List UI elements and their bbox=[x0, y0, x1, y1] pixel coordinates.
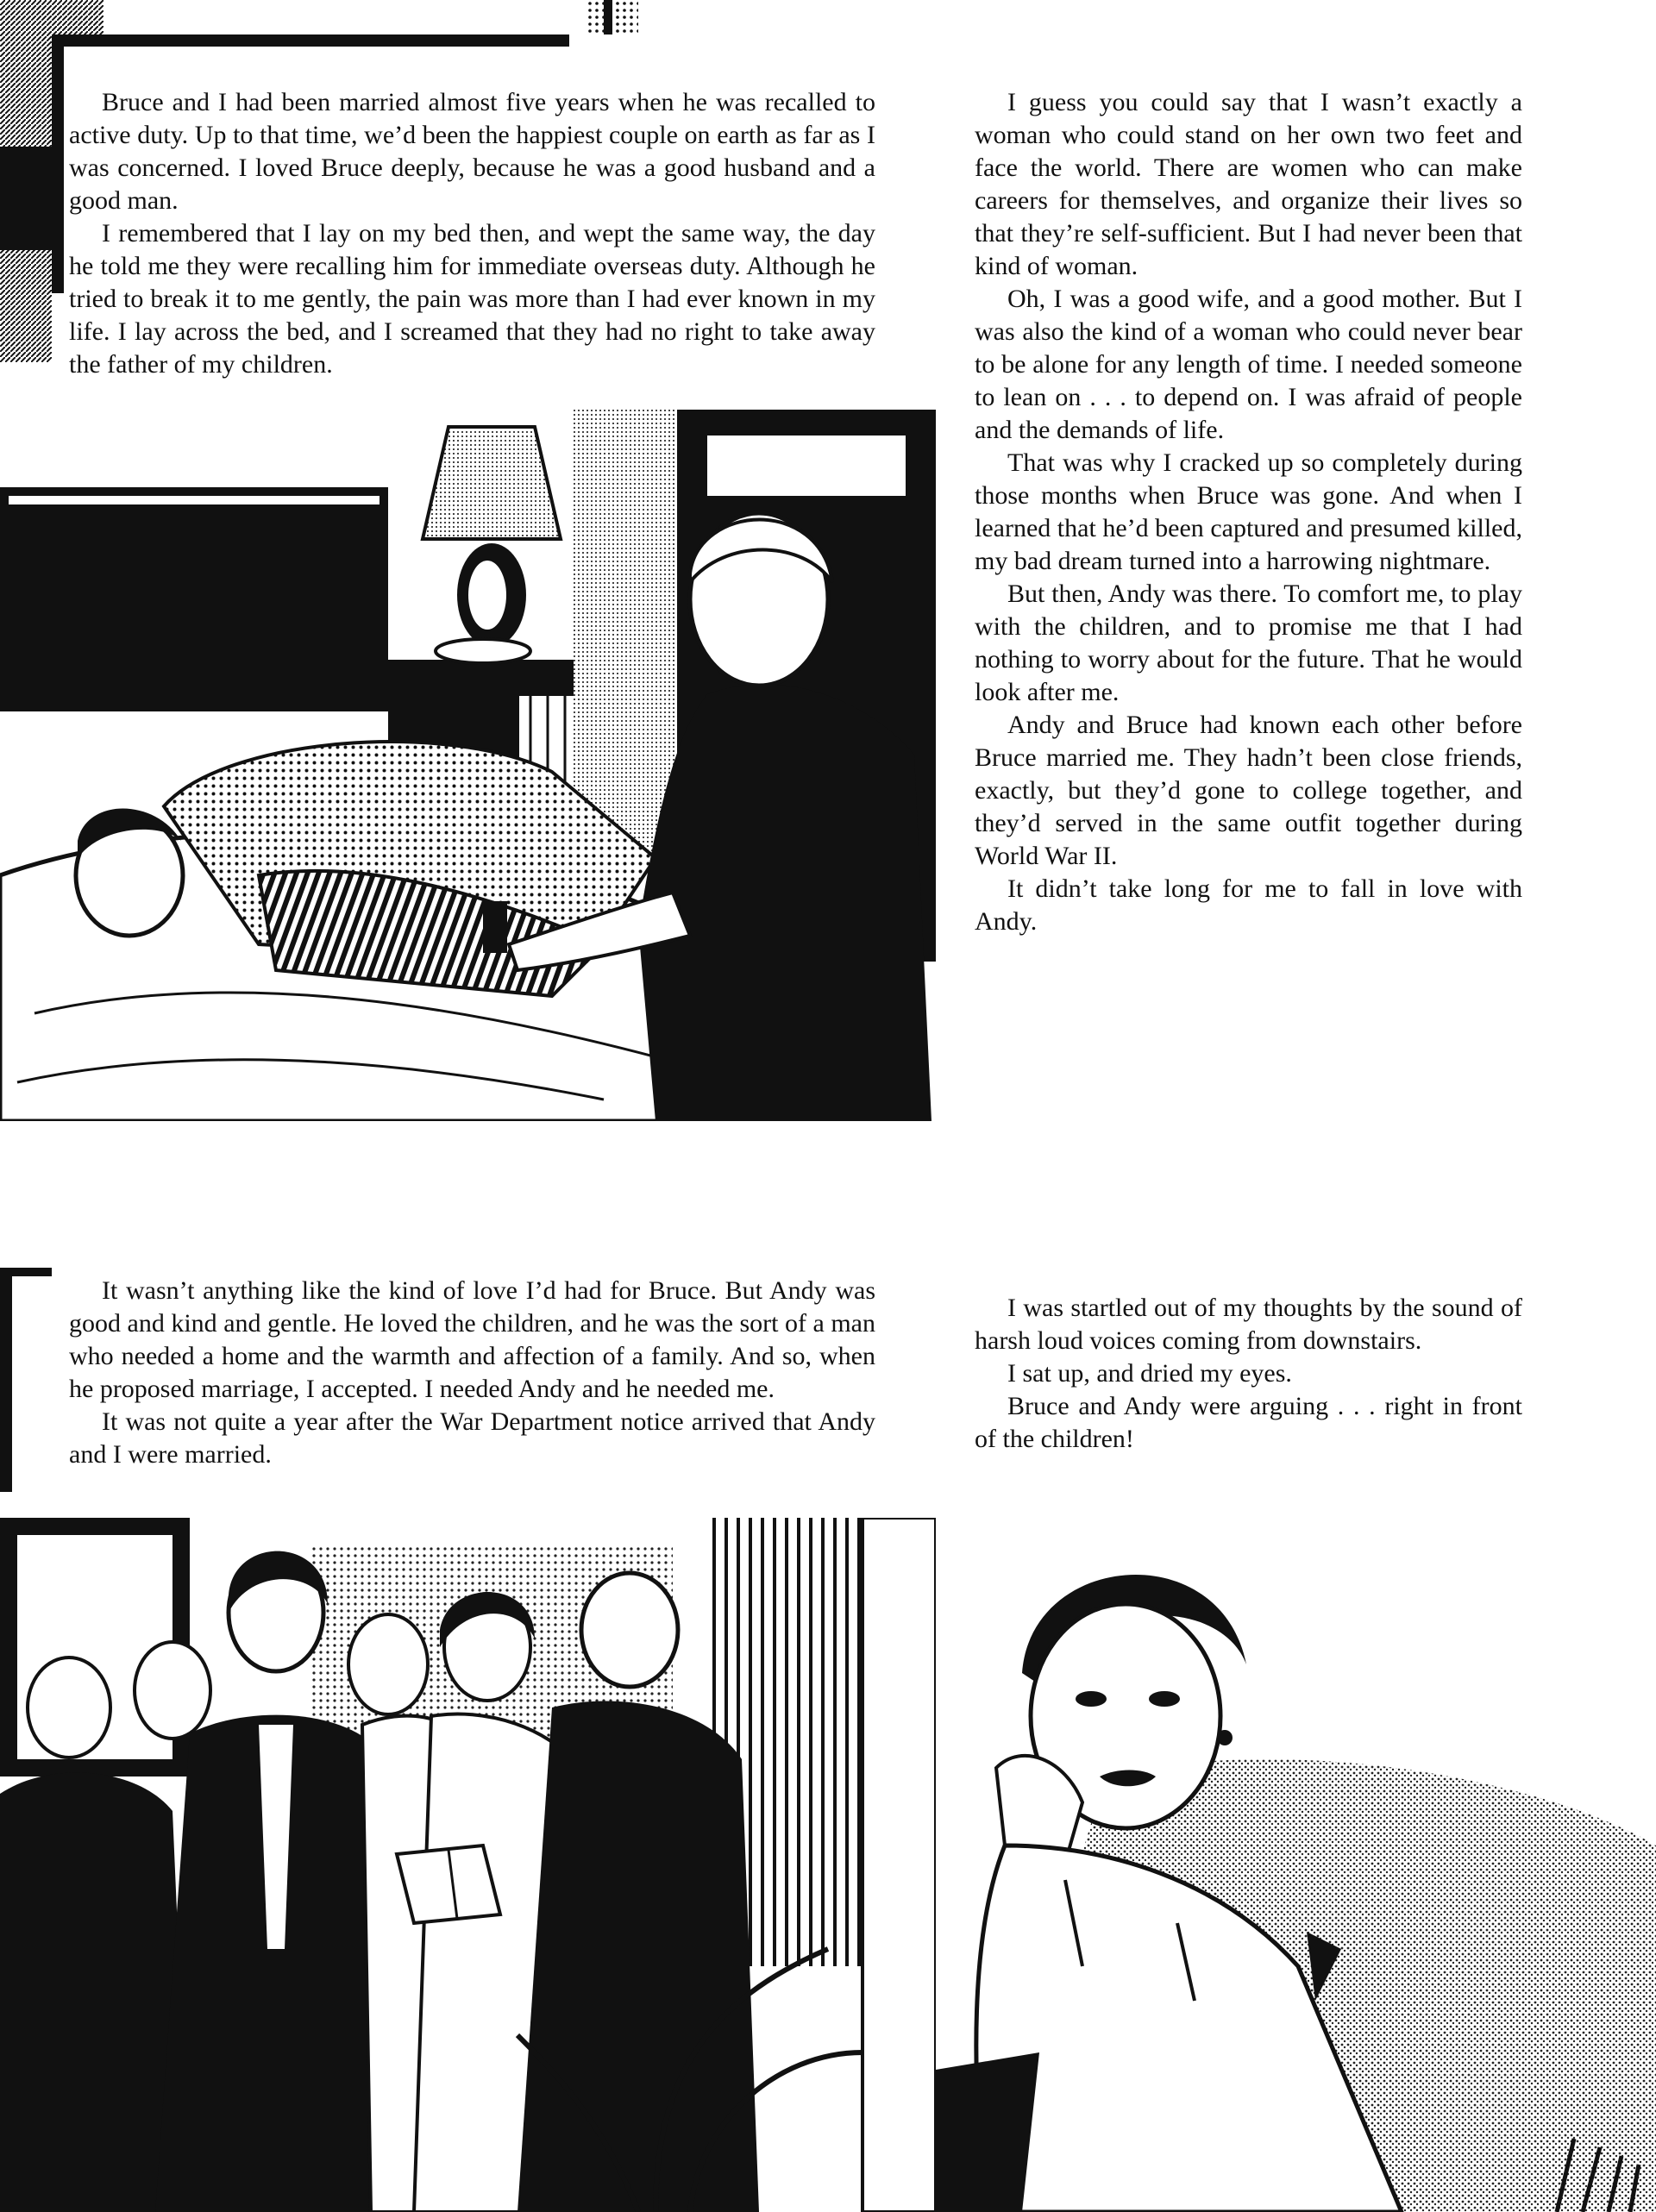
paragraph: It didn’t take long for me to fall in love with Andy. bbox=[975, 874, 1522, 936]
bedroom-scene-illustration bbox=[0, 410, 940, 1121]
paragraph: Bruce and I had been married almost five years when he was recalled to active duty. Up to that time, we’d been the happiest couple on earth as far as I was concerned. I loved Bruce deeply, because he was a good husband and a good man. bbox=[69, 88, 875, 215]
paragraph: It wasn’t anything like the kind of love I’d had for Bruce. But Andy was good and kind and gentle. He loved the children, and he was the sort of a man who needed a home and the warmth and affection of a family. And so, when he proposed marriage, I accepted. I needed Andy and he needed me. bbox=[69, 1276, 875, 1403]
bottom-right-text-block bbox=[975, 1292, 1522, 1456]
paragraph: But then, Andy was there. To comfort me, to play with the children, and to promise me that I had nothing to worry about for the future. That he would look after me. bbox=[975, 580, 1522, 706]
tearful-woman-portrait-illustration bbox=[936, 1518, 1656, 2212]
paragraph: That was why I cracked up so completely during those months when Bruce was gone. And when I learned that he’d been captured and presumed killed, my bad dream turned into a harrowing nightmare. bbox=[975, 448, 1522, 575]
bottom-left-text-block bbox=[69, 1275, 875, 1471]
wedding-scene-illustration bbox=[0, 1518, 936, 2212]
paragraph: Bruce and Andy were arguing . . . right in front of the children! bbox=[975, 1392, 1522, 1453]
paragraph: Andy and Bruce had known each other before Bruce married me. They hadn’t been close friends, exactly, but they’d gone to college together, and they’d served in the same outfit together during World War II. bbox=[975, 711, 1522, 870]
top-right-text-block bbox=[975, 86, 1522, 938]
paragraph: I guess you could say that I wasn’t exactly a woman who could stand on her own two feet and face the world. There are women who can make careers for themselves, and organize their lives so that they’re self-sufficient. But I had never been that kind of woman. bbox=[975, 88, 1522, 280]
paragraph: I remembered that I lay on my bed then, and wept the same way, the day he told me they were recalling him for immediate overseas duty. Although he tried to break it to me gently, the pain was more than I had ever known in my life. I lay across the bed, and I screamed that they had no right to take away the father of my children. bbox=[69, 219, 875, 379]
paragraph: I sat up, and dried my eyes. bbox=[1007, 1359, 1292, 1388]
paragraph: It was not quite a year after the War Department notice arrived that Andy and I were married. bbox=[69, 1407, 875, 1469]
paragraph: Oh, I was a good wife, and a good mother. But I was also the kind of a woman who could never bear to be alone for any length of time. I needed someone to lean on . . . to depend on. I was afraid of people and the demands of life. bbox=[975, 285, 1522, 444]
top-left-text-block bbox=[69, 86, 875, 381]
paragraph: I was startled out of my thoughts by the sound of harsh loud voices coming from downstairs. bbox=[975, 1294, 1522, 1355]
